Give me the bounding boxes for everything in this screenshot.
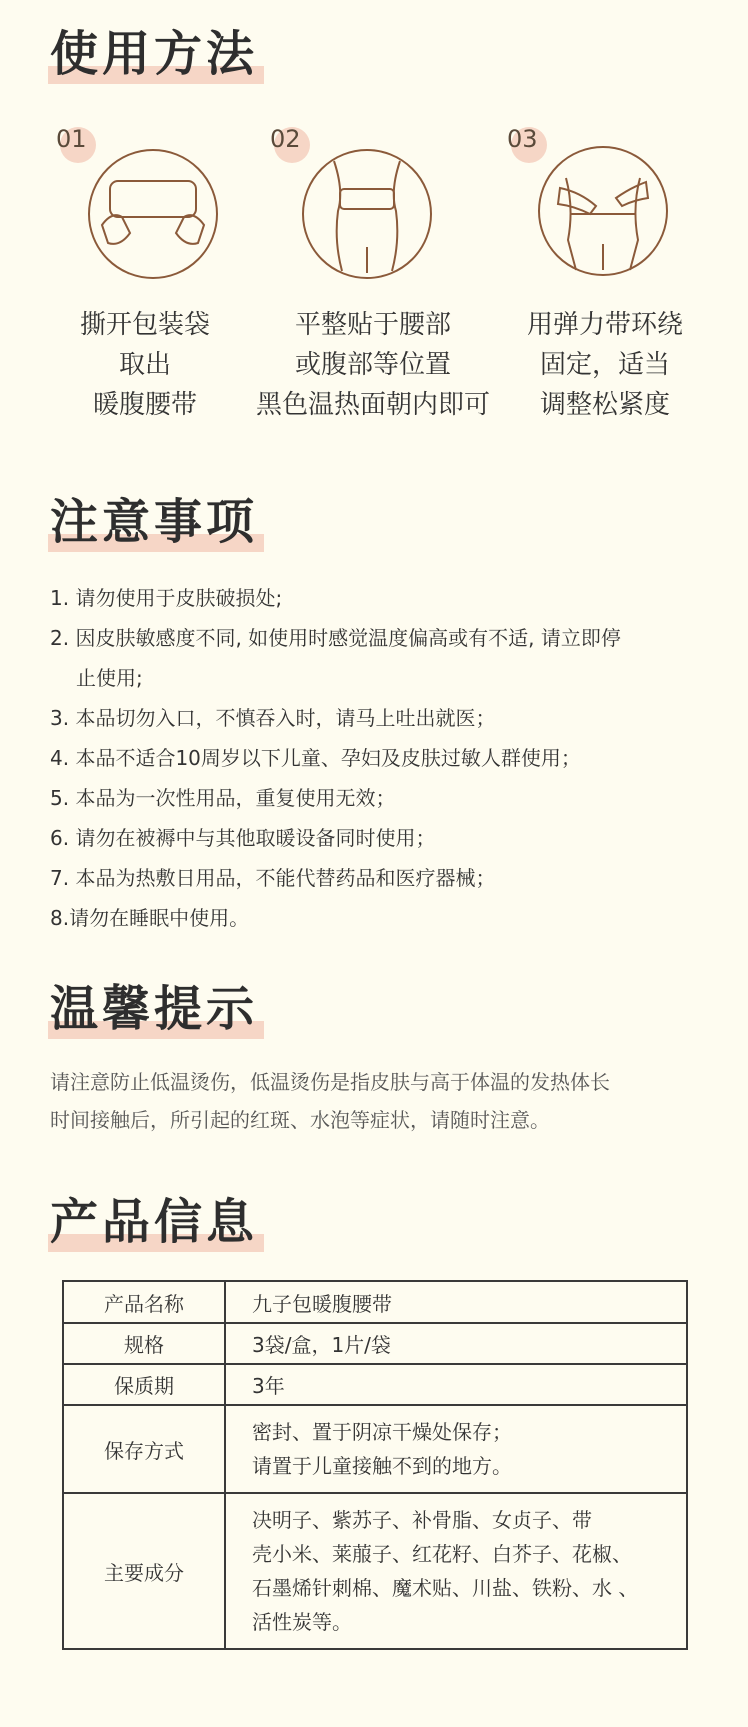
step-1-illustration (88, 149, 218, 279)
list-item: 止使用; (76, 666, 143, 690)
row-value: 密封、置于阴凉干燥处保存； 请置于儿童接触不到的地方。 (225, 1405, 687, 1493)
tips-section-title: 温馨提示 (50, 985, 258, 1033)
row-label: 主要成分 (63, 1493, 225, 1649)
list-item: 8.请勿在睡眠中使用。 (50, 906, 250, 930)
row-label: 保存方式 (63, 1405, 225, 1493)
row-value: 决明子、紫苏子、补骨脂、女贞子、带 壳小米、莱菔子、红花籽、白芥子、花椒、 石墨烯针刺棉、魔术贴、川盐、铁粉、水 、 活性炭等。 (225, 1493, 687, 1649)
list-item: 5. 本品为一次性用品，重复使用无效； (50, 786, 396, 810)
fasten-strap-icon (540, 148, 666, 274)
step-number: 03 (507, 125, 538, 153)
row-value: 3袋/盒，1片/袋 (225, 1323, 687, 1364)
step-2-illustration (302, 149, 432, 279)
notes-section-title: 注意事项 (50, 498, 258, 546)
row-value: 3年 (225, 1364, 687, 1405)
row-label: 产品名称 (63, 1281, 225, 1323)
waist-belt-icon (304, 151, 430, 277)
step-3-illustration (538, 146, 668, 276)
step-number: 02 (270, 125, 301, 153)
usage-section-title: 使用方法 (50, 30, 258, 78)
table-row (63, 1493, 687, 1649)
product-info-table (62, 1280, 688, 1650)
table-row (63, 1323, 687, 1364)
list-item: 1. 请勿使用于皮肤破损处; (50, 586, 283, 610)
list-item: 2. 因皮肤敏感度不同, 如使用时感觉温度偏高或有不适, 请立即停 (50, 626, 621, 650)
step-number: 01 (56, 125, 87, 153)
step-3-text: 用弹力带环绕 固定，适当 调整松紧度 (526, 310, 683, 420)
row-value: 九子包暖腹腰带 (225, 1281, 687, 1323)
info-section-title: 产品信息 (50, 1198, 258, 1246)
tips-paragraph: 请注意防止低温烫伤，低温烫伤是指皮肤与高于体温的发热体长 时间接触后，所引起的红斑、水泡等症状，请随时注意。 (50, 1070, 610, 1132)
row-label: 规格 (63, 1323, 225, 1364)
table-row (63, 1281, 687, 1323)
step-1-text: 撕开包装袋 取出 暖腹腰带 (79, 310, 210, 420)
table-row (63, 1405, 687, 1493)
list-item: 6. 请勿在被褥中与其他取暖设备同时使用； (50, 826, 436, 850)
unwrap-package-icon (90, 151, 216, 277)
step-2-text: 平整贴于腰部 或腹部等位置 黑色温热面朝内即可 (255, 310, 490, 420)
row-label: 保质期 (63, 1364, 225, 1405)
table-row (63, 1364, 687, 1405)
list-item: 3. 本品切勿入口，不慎吞入时，请马上吐出就医； (50, 706, 496, 730)
list-item: 7. 本品为热敷日用品，不能代替药品和医疗器械； (50, 866, 496, 890)
list-item: 4. 本品不适合10周岁以下儿童、孕妇及皮肤过敏人群使用； (50, 746, 581, 770)
notes-list (50, 578, 621, 938)
